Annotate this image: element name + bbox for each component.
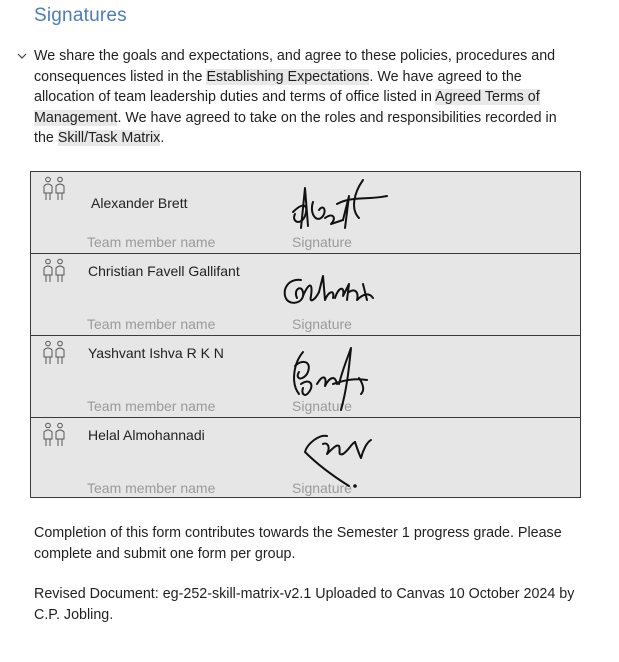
signature-table	[30, 171, 581, 498]
agreement-paragraph	[34, 46, 579, 149]
revision-note: Revised Document: eg-252-skill-matrix-v2.1 Uploaded to Canvas 10 October 2024 by C.P. Jobling.	[34, 586, 575, 623]
signature-field-label: Signature	[292, 398, 352, 414]
name-field-label: Team member name	[87, 398, 216, 414]
signature-row	[31, 172, 580, 254]
name-field-label: Team member name	[87, 234, 216, 250]
agreement-text-4: .	[160, 130, 165, 147]
agreement-text-2: . We have agreed to the allocation of team leadership duties and terms of office listed in	[34, 68, 522, 106]
signature-image[interactable]	[299, 424, 379, 494]
signature-row	[31, 254, 580, 336]
agreement-text-3: . We have agreed to take on the roles and responsibilities recorded in the	[34, 109, 557, 147]
establishing-expectations-link[interactable]: Establishing Expectations	[206, 68, 370, 85]
agreement-text-1: We share the goals and expectations, and agree to these policies, procedures and consequences listed in the	[34, 48, 556, 85]
team-member-name[interactable]: Yashvant Ishva R K N	[88, 345, 224, 361]
signature-field-label: Signature	[292, 234, 352, 250]
people-icon	[41, 258, 67, 284]
team-member-name[interactable]: Helal Almohannadi	[88, 427, 205, 443]
signature-image[interactable]	[279, 270, 379, 310]
signature-row	[31, 336, 580, 418]
signature-field-label: Signature	[292, 316, 352, 332]
name-field-label: Team member name	[87, 480, 216, 496]
chevron-down-icon[interactable]	[16, 50, 28, 62]
signature-row	[31, 418, 580, 499]
signature-image[interactable]	[283, 174, 393, 234]
people-icon	[41, 422, 67, 448]
signature-field-label: Signature	[292, 480, 352, 496]
team-member-name[interactable]: Alexander Brett	[91, 195, 188, 211]
signature-image[interactable]	[289, 344, 379, 416]
name-field-label: Team member name	[87, 316, 216, 332]
completion-note: Completion of this form contributes towards the Semester 1 progress grade. Please complete and submit one form per group.	[34, 525, 562, 562]
skill-task-matrix-link[interactable]: Skill/Task Matrix	[57, 130, 161, 147]
people-icon	[41, 176, 67, 202]
agreed-terms-link[interactable]: Agreed Terms of Management	[34, 89, 540, 126]
section-heading: Signatures	[34, 5, 127, 26]
team-member-name[interactable]: Christian Favell Gallifant	[88, 263, 240, 279]
people-icon	[41, 340, 67, 366]
